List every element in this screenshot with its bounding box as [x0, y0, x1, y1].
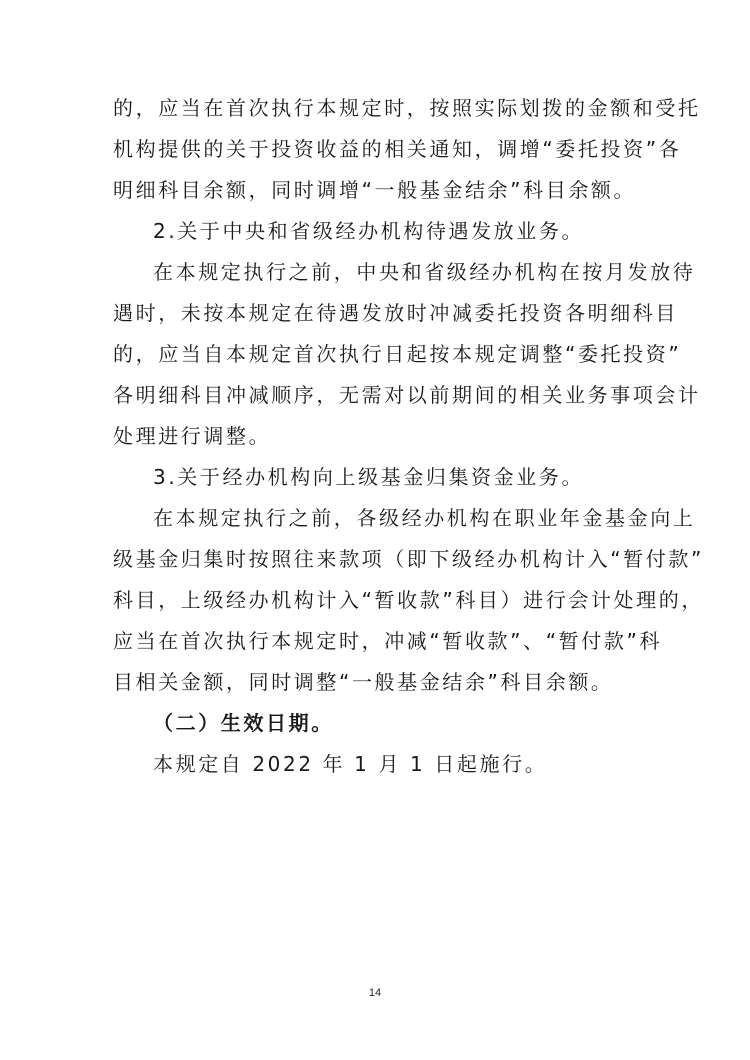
- body-text-line: 在本规定执行之前，中央和省级经办机构在按月发放待: [153, 260, 696, 284]
- body-text-line: 在本规定执行之前，各级经办机构在职业年金基金向上: [153, 506, 696, 530]
- body-text-line: 目相关金额，同时调整“一般基金结余”科目余额。: [113, 670, 614, 694]
- body-text-line: 本规定自 2022 年 1 月 1 日起施行。: [153, 752, 548, 776]
- section-heading: 3.关于经办机构向上级基金归集资金业务。: [153, 465, 585, 489]
- section-title: （二）生效日期。: [153, 711, 334, 735]
- body-text-line: 的，应当自本规定首次执行日起按本规定调整“委托投资”: [113, 342, 682, 366]
- body-text-line: 遇时，未按本规定在待遇发放时冲减委托投资各明细科目: [113, 301, 678, 325]
- body-text-line: 的，应当在首次执行本规定时，按照实际划拨的金额和受托: [113, 96, 701, 120]
- body-text-line: 级基金归集时按照往来款项（即下级经办机构计入“暂付款”: [113, 547, 704, 571]
- page-number: 14: [368, 987, 382, 999]
- body-text-line: 明细科目余额，同时调增“一般基金结余”科目余额。: [113, 178, 637, 202]
- section-heading: 2.关于中央和省级经办机构待遇发放业务。: [153, 219, 585, 243]
- body-text-line: 处理进行调整。: [113, 424, 272, 448]
- body-text-line: 应当在首次执行本规定时，冲减“暂收款”、“暂付款”科: [113, 629, 663, 653]
- body-text-line: 各明细科目冲减顺序，无需对以前期间的相关业务事项会计: [113, 383, 701, 407]
- body-text-line: 科目，上级经办机构计入“暂收款”科目）进行会计处理的，: [113, 588, 704, 612]
- body-text-line: 机构提供的关于投资收益的相关通知，调增“委托投资”各: [113, 137, 682, 161]
